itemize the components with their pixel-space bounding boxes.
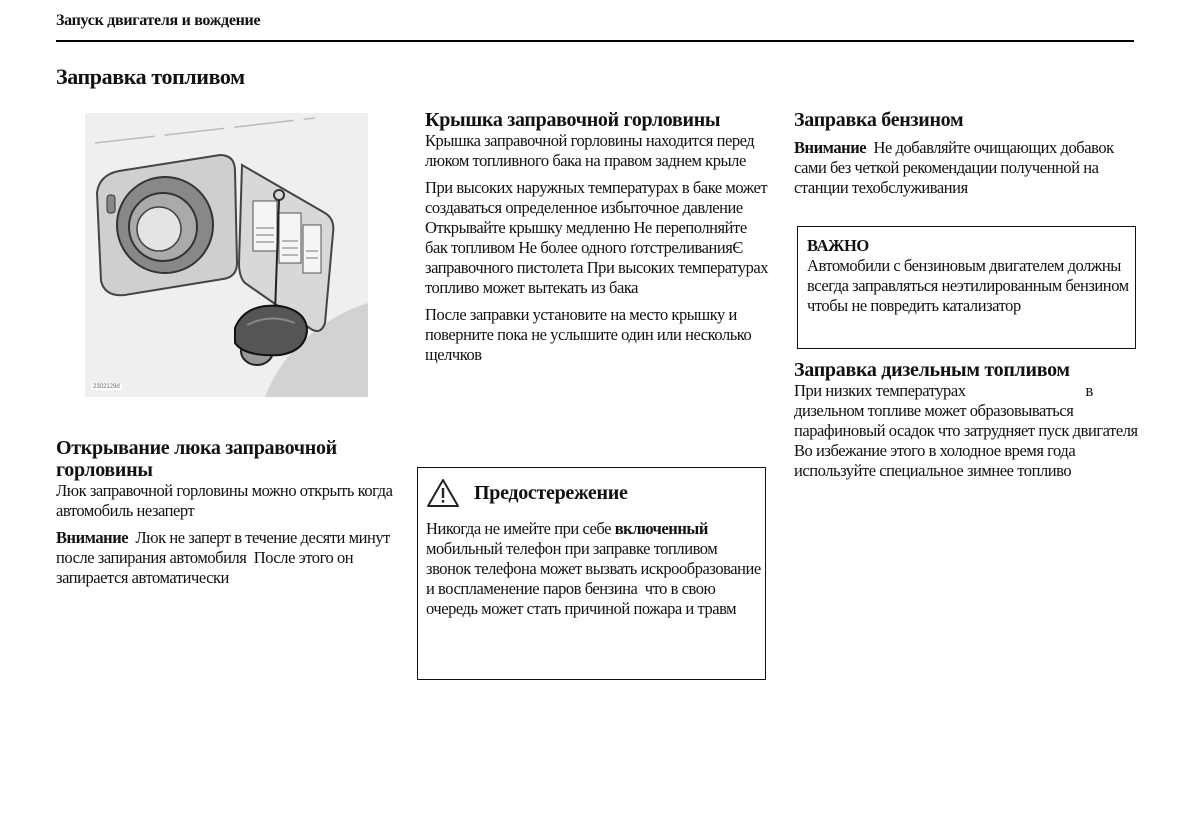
header-rule — [56, 40, 1134, 42]
important-text: Автомобили с бензиновым двигателем должны всегда заправляться неэтилированным бензином чтобы не повредить катализатор — [807, 256, 1129, 315]
note-paragraph — [56, 528, 401, 588]
section-heading: Заправка дизельным топливом — [794, 359, 1070, 381]
section-filler-cap — [425, 109, 770, 365]
figure-code: 2302129d — [93, 384, 120, 390]
important-box — [797, 226, 1136, 349]
warning-text-start: Никогда не имейте при себе — [426, 519, 615, 538]
fuel-filler-illustration — [85, 113, 368, 397]
paragraph — [794, 381, 1139, 481]
section-heading: Открывание люка заправочной горловины — [56, 437, 337, 481]
warning-text — [426, 519, 766, 619]
paragraph: При высоких наружных температурах в баке может создаваться определенное избыточное давление Открывайте крышку медленно Не переполняйте бак топливом Не более одного ґотстреливанияЄ заправочного пистолета При высоких температурах топливо может вытекать из бака — [425, 178, 769, 297]
section-diesel — [794, 359, 1139, 481]
section-heading: Крышка заправочной горловины — [425, 109, 721, 131]
paragraph: Крышка заправочной горловины находится перед люком топливного бака на правом заднем крыле — [425, 131, 755, 170]
running-head: Запуск двигателя и вождение — [56, 12, 261, 29]
section-petrol — [794, 109, 1139, 198]
note-paragraph — [794, 138, 1139, 198]
note-label: Внимание — [56, 528, 129, 547]
warning-title: Предостережение — [474, 482, 628, 504]
warning-triangle-icon — [426, 478, 460, 508]
warning-text-bold: включенный — [614, 519, 708, 538]
warning-header — [426, 478, 628, 508]
section-heading: Заправка бензином — [794, 109, 964, 131]
fuel-filler-cap-icon — [85, 113, 368, 397]
section-opening-flap — [56, 437, 401, 588]
note-label: Внимание — [794, 138, 867, 157]
diesel-text-rest: в дизельном топливе может образовываться парафиновый осадок что затрудняет пуск двигателя Во избежание этого в холодное время года используйте специальное зимнее топливо — [794, 381, 1138, 480]
page-title: Заправка топливом — [56, 64, 245, 89]
important-title: ВАЖНО — [807, 236, 869, 255]
note-text: Не добавляйте очищающих добавок сами без четкой рекомендации полученной на станции техобслуживания — [794, 138, 1118, 197]
diesel-text-start: При низких температурах — [794, 381, 966, 400]
warning-text-rest: мобильный телефон при заправке топливом звонок телефона может вызвать искрообразование и воспламенение паров бензина что в свою очередь может стать причиной пожара и травм — [426, 519, 765, 618]
paragraph: Люк заправочной горловины можно открыть когда автомобиль незаперт — [56, 481, 393, 520]
note-text: Люк не заперт в течение десяти минут после запирания автомобиля После этого он запирается автоматически — [56, 528, 394, 587]
warning-box — [417, 467, 766, 680]
paragraph: После заправки установите на место крышку и поверните пока не услышите один или несколько щелчков — [425, 305, 752, 364]
